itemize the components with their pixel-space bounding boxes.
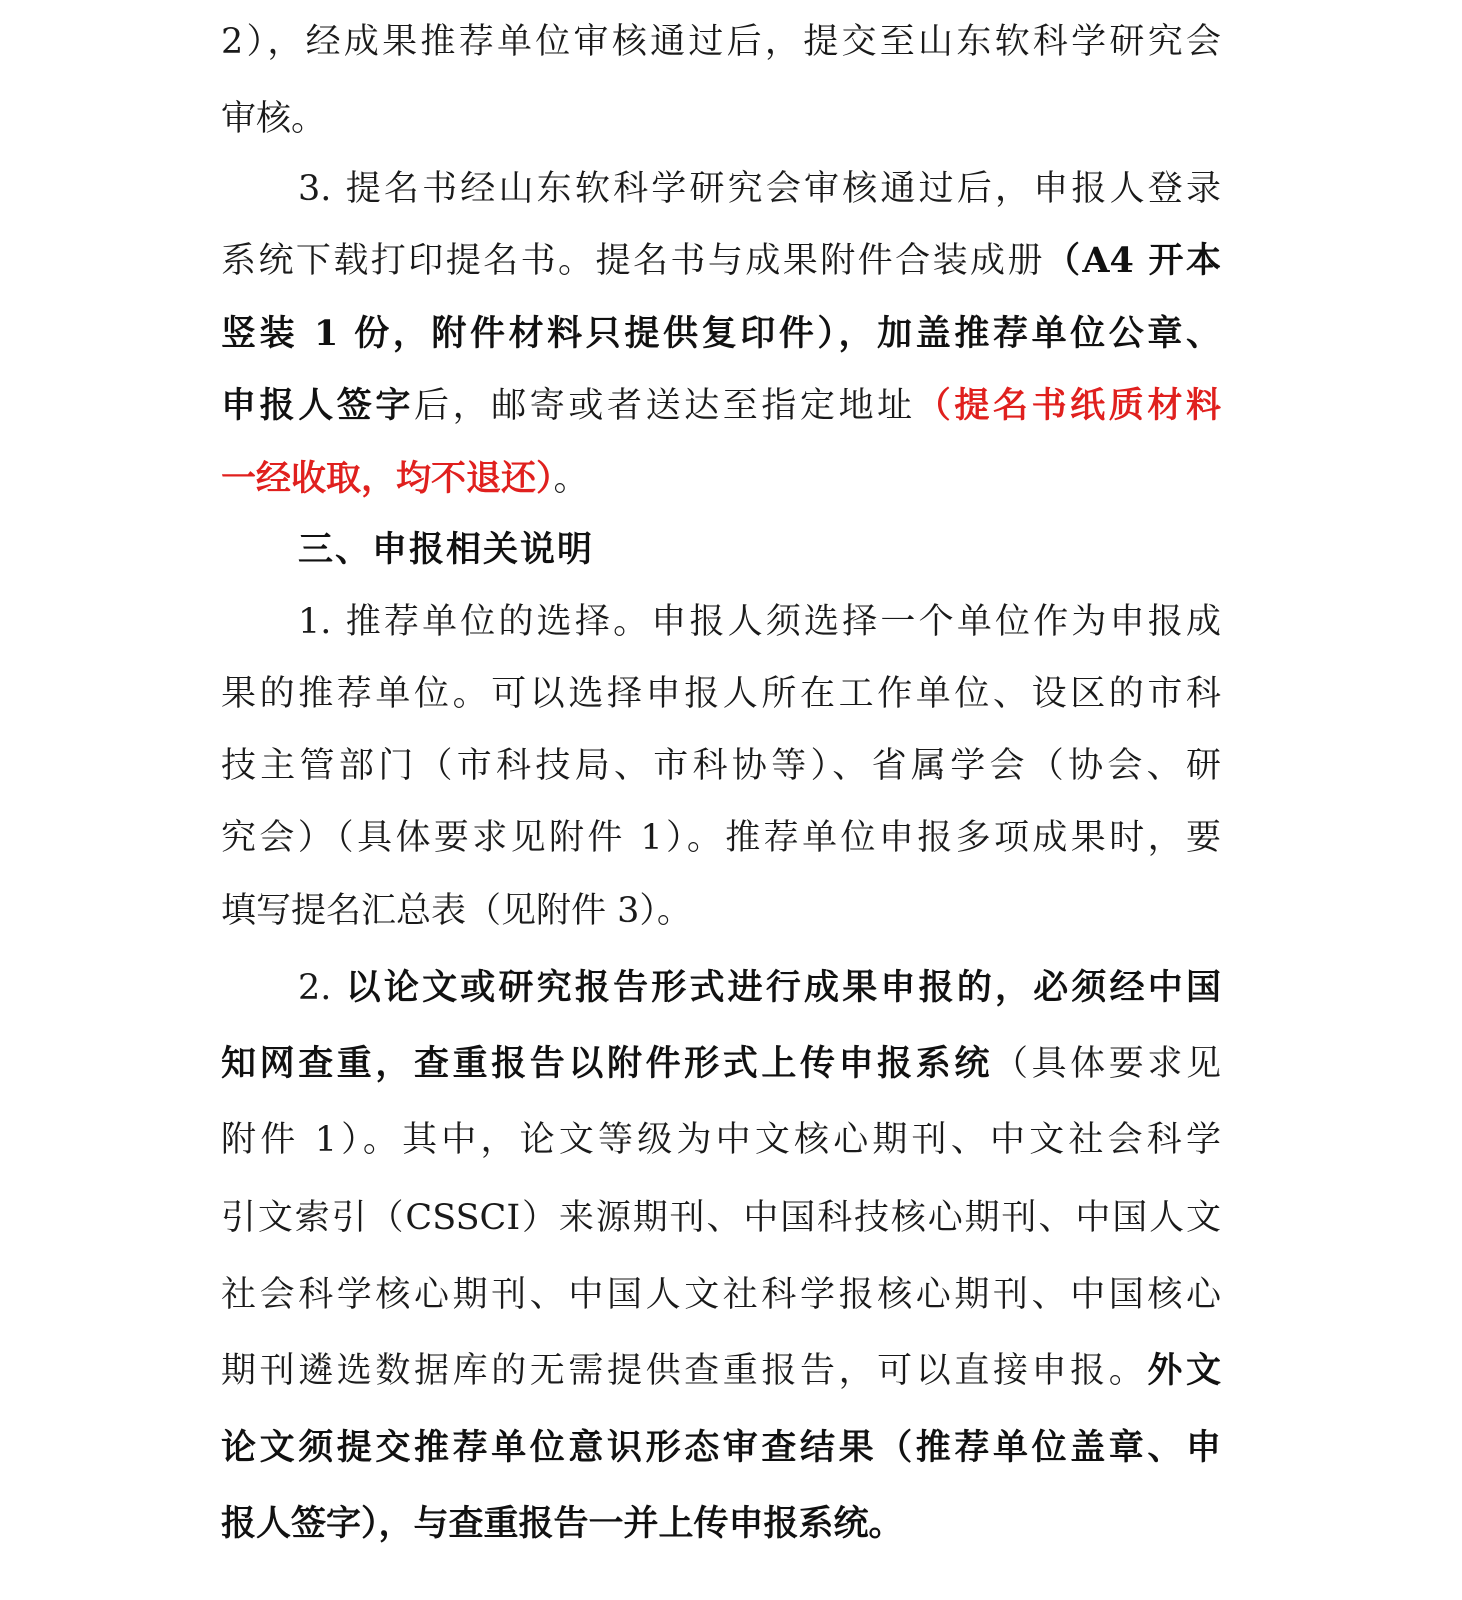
para4-line5 bbox=[221, 1267, 1221, 1323]
para2-line2-normal: 系统下载打印提名书。提名书与成果附件合装成册 bbox=[221, 241, 1045, 281]
para2-line4-red: （提名书纸质材料 bbox=[915, 385, 1221, 426]
para2-line2-bold: （A4 开本 bbox=[1044, 240, 1221, 281]
para4-line2 bbox=[221, 1036, 1221, 1092]
para2-line4 bbox=[221, 378, 1221, 434]
para1-line1 bbox=[221, 14, 1221, 70]
para3-line3 bbox=[221, 738, 1221, 794]
para3-line5 bbox=[221, 883, 1221, 939]
para3-line1-text: 1. 推荐单位的选择。申报人须选择一个单位作为申报成 bbox=[298, 602, 1221, 642]
para4-line8-bold: 报人签字），与查重报告一并上传申报系统。 bbox=[221, 1503, 904, 1544]
para2-line2 bbox=[221, 233, 1221, 289]
para4-line8 bbox=[221, 1496, 1221, 1552]
para4-line1-normal: 2. bbox=[298, 968, 346, 1008]
para2-line3 bbox=[221, 306, 1221, 362]
para4-line6 bbox=[221, 1343, 1221, 1399]
para2-line4-normal: 后，邮寄或者送达至指定地址 bbox=[414, 386, 916, 426]
para3-line4 bbox=[221, 810, 1221, 866]
para4-line2-bold: 知网查重，查重报告以附件形式上传申报系统 bbox=[221, 1043, 993, 1084]
para4-line1-bold: 以论文或研究报告形式进行成果申报的，必须经中国 bbox=[345, 967, 1221, 1008]
para4-line3-text: 附件 1）。其中，论文等级为中文核心期刊、中文社会科学 bbox=[221, 1120, 1221, 1160]
para4-line6-normal: 期刊遴选数据库的无需提供查重报告，可以直接申报。 bbox=[221, 1351, 1148, 1391]
section-heading: 三、申报相关说明 bbox=[298, 530, 595, 570]
para4-line3 bbox=[221, 1112, 1221, 1168]
para1-line2-text: 审核。 bbox=[221, 99, 327, 139]
para2-line1 bbox=[298, 161, 1221, 217]
para3-line3-text: 技主管部门（市科技局、市科协等）、省属学会（协会、研 bbox=[221, 746, 1221, 786]
para4-line4-text: 引文索引（CSSCI）来源期刊、中国科技核心期刊、中国人文 bbox=[221, 1198, 1221, 1238]
para2-line5 bbox=[221, 451, 1221, 507]
para2-line3-bold: 竖装 1 份，附件材料只提供复印件），加盖推荐单位公章、 bbox=[221, 313, 1221, 354]
para3-line1 bbox=[298, 594, 1221, 650]
para4-line7 bbox=[221, 1420, 1221, 1476]
para4-line4 bbox=[221, 1190, 1221, 1246]
para4-line1 bbox=[298, 960, 1221, 1016]
para4-line7-bold: 论文须提交推荐单位意识形态审查结果（推荐单位盖章、申 bbox=[221, 1427, 1221, 1468]
para2-line1-text: 3. 提名书经山东软科学研究会审核通过后，申报人登录 bbox=[298, 169, 1221, 209]
para1-line2 bbox=[221, 91, 1221, 147]
para4-line6-bold: 外文 bbox=[1147, 1350, 1221, 1391]
para3-line2-text: 果的推荐单位。可以选择申报人所在工作单位、设区的市科 bbox=[221, 674, 1221, 714]
para3-line2 bbox=[221, 666, 1221, 722]
para3-line5-text: 填写提名汇总表（见附件 3）。 bbox=[221, 891, 692, 931]
para1-line1-text: 2），经成果推荐单位审核通过后，提交至山东软科学研究会 bbox=[221, 22, 1221, 62]
para2-line5-normal: 。 bbox=[553, 459, 589, 499]
para3-line4-text: 究会）（具体要求见附件 1）。推荐单位申报多项成果时，要 bbox=[221, 818, 1221, 858]
para2-line4-bold: 申报人签字 bbox=[221, 385, 414, 426]
para4-line2-normal: （具体要求见 bbox=[992, 1044, 1221, 1084]
para4-line5-text: 社会科学核心期刊、中国人文社科学报核心期刊、中国核心 bbox=[221, 1275, 1221, 1315]
para2-line5-red: 一经收取，均不退还） bbox=[221, 458, 554, 499]
